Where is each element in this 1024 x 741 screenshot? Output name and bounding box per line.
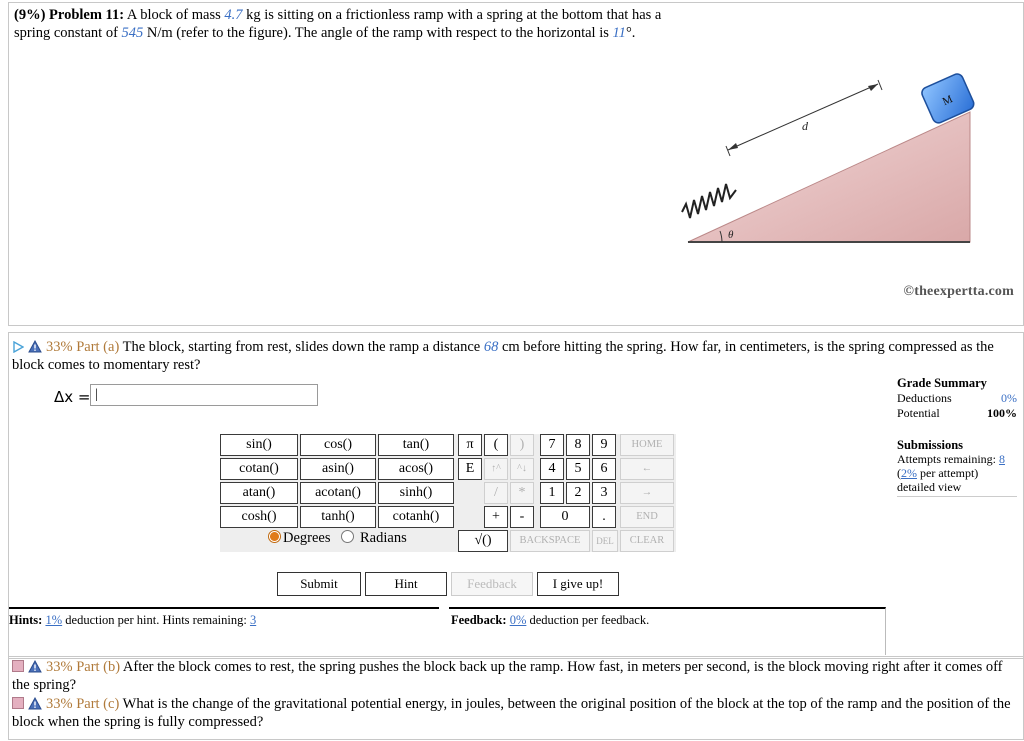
- end-button[interactable]: END: [620, 506, 674, 528]
- radians-label: Radians: [360, 530, 407, 546]
- angle-mode: [268, 530, 407, 547]
- hint-deduction: 1%: [45, 613, 63, 627]
- play-icon[interactable]: [12, 341, 24, 353]
- acos-button[interactable]: acos(): [378, 458, 454, 480]
- hints-label: Hints:: [9, 613, 43, 627]
- spring-constant-value: 545: [121, 25, 144, 41]
- part-c-question: 33% Part (c) What is the change of the gravitational potential energy, in joules, between the original position of the block at the top of the ramp and the position of the block when the spring is fully compressed?: [12, 696, 1011, 730]
- part-a-question: 33% Part (a) The block, starting from rest, slides down the ramp a distance 68 cm before hitting the spring. How far, in centimeters, is the spring compressed as the block comes to momentary rest?: [12, 339, 994, 373]
- part-b-label: 33% Part (b): [46, 659, 121, 675]
- distance-value: 68: [483, 339, 499, 355]
- ramp-figure: [670, 72, 990, 252]
- cos-button[interactable]: cos(): [300, 434, 376, 456]
- digit-5-button[interactable]: 5: [566, 458, 590, 480]
- pi-button[interactable]: π: [458, 434, 482, 456]
- potential-value: 100%: [987, 406, 1017, 420]
- digit-4-button[interactable]: 4: [540, 458, 564, 480]
- digit-6-button[interactable]: 6: [592, 458, 616, 480]
- angle-label: θ: [728, 229, 734, 241]
- part-c-label: 33% Part (c): [46, 696, 120, 712]
- keypad-spacer: [456, 506, 476, 528]
- digit-7-button[interactable]: 7: [540, 434, 564, 456]
- hint-button[interactable]: Hint: [365, 572, 447, 596]
- answer-label: Δx =: [54, 388, 91, 406]
- feedback-button[interactable]: Feedback: [451, 572, 533, 596]
- open-paren-button[interactable]: (: [484, 434, 508, 456]
- decimal-button[interactable]: .: [592, 506, 616, 528]
- copyright-text: ©theexpertta.com: [903, 284, 1014, 299]
- cotanh-button[interactable]: cotanh(): [378, 506, 454, 528]
- acotan-button[interactable]: acotan(): [300, 482, 376, 504]
- feedback-deduction: 0%: [509, 613, 527, 627]
- calculator-keypad: [220, 434, 676, 552]
- locked-part-icon: [12, 660, 24, 672]
- delete-button[interactable]: DEL: [592, 530, 618, 552]
- mass-value: 4.7: [224, 7, 243, 23]
- digit-8-button[interactable]: 8: [566, 434, 590, 456]
- close-paren-button[interactable]: ): [510, 434, 534, 456]
- digit-2-button[interactable]: 2: [566, 482, 590, 504]
- distance-label: d: [802, 119, 808, 133]
- problem-weight: (9%): [14, 7, 46, 23]
- problem-statement: (9%) Problem 11: A block of mass 4.7 kg is sitting on a frictionless ramp with a spring at the bottom that has a spring constant of 545 N/m (refer to the figure). The angle of the ramp with respect to the horizontal is 11°.: [14, 7, 662, 41]
- digit-1-button[interactable]: 1: [540, 482, 564, 504]
- home-button[interactable]: HOME: [620, 434, 674, 456]
- degrees-radio[interactable]: [268, 530, 281, 543]
- deductions-value: 0%: [1001, 391, 1017, 405]
- warning-icon: [28, 340, 42, 353]
- feedback-label: Feedback:: [451, 613, 507, 627]
- per-attempt-deduction: 2%: [901, 466, 917, 480]
- grade-summary-title: Grade Summary: [897, 376, 987, 390]
- tan-button[interactable]: tan(): [378, 434, 454, 456]
- block-label: M: [940, 93, 955, 109]
- give-up-button[interactable]: I give up!: [537, 572, 619, 596]
- e-button[interactable]: E: [458, 458, 482, 480]
- backspace-button[interactable]: BACKSPACE: [510, 530, 590, 552]
- submit-button[interactable]: Submit: [277, 572, 361, 596]
- sinh-button[interactable]: sinh(): [378, 482, 454, 504]
- ramp-shape: [688, 112, 970, 242]
- locked-part-icon: [12, 697, 24, 709]
- warning-icon: [28, 697, 42, 710]
- problem-label: Problem 11:: [49, 7, 125, 23]
- asin-button[interactable]: asin(): [300, 458, 376, 480]
- plus-button[interactable]: +: [484, 506, 508, 528]
- digit-0-button[interactable]: 0: [540, 506, 590, 528]
- atan-button[interactable]: atan(): [220, 482, 298, 504]
- caret-up-button[interactable]: ↑^: [484, 458, 508, 480]
- sqrt-button[interactable]: √(): [458, 530, 508, 552]
- part-b-question: 33% Part (b) After the block comes to rest, the spring pushes the block back up the ramp. How fast, in meters per second, is the block moving right after it comes off the spring?: [12, 659, 1003, 693]
- minus-button[interactable]: -: [510, 506, 534, 528]
- cotan-button[interactable]: cotan(): [220, 458, 298, 480]
- clear-button[interactable]: CLEAR: [620, 530, 674, 552]
- digit-9-button[interactable]: 9: [592, 434, 616, 456]
- part-a-label: 33% Part (a): [46, 339, 120, 355]
- radians-radio[interactable]: [341, 530, 354, 543]
- submissions-title: Submissions: [897, 438, 964, 452]
- submissions-panel: Submissions Attempts remaining: 8 (2% per attempt) detailed view: [897, 438, 1017, 497]
- degrees-label: Degrees: [283, 530, 331, 546]
- spring-shape: [682, 184, 736, 218]
- tanh-button[interactable]: tanh(): [300, 506, 376, 528]
- grade-summary: Grade Summary Deductions 0% Potential 100%: [897, 376, 1017, 420]
- digit-3-button[interactable]: 3: [592, 482, 616, 504]
- detailed-view-link[interactable]: detailed view: [897, 480, 1017, 497]
- warning-icon: [28, 660, 42, 673]
- attempts-remaining: 8: [998, 452, 1005, 466]
- distance-arrow: [728, 84, 878, 150]
- cosh-button[interactable]: cosh(): [220, 506, 298, 528]
- sin-button[interactable]: sin(): [220, 434, 298, 456]
- answer-input[interactable]: |: [90, 384, 318, 406]
- divide-button[interactable]: /: [484, 482, 508, 504]
- multiply-button[interactable]: *: [510, 482, 534, 504]
- caret-down-button[interactable]: ^↓: [510, 458, 534, 480]
- hints-panel: Hints: 1% deduction per hint. Hints remaining: 3: [9, 607, 439, 655]
- hints-remaining: 3: [249, 613, 257, 627]
- feedback-panel: Feedback: 0% deduction per feedback.: [449, 607, 886, 655]
- back-arrow-button[interactable]: ←: [620, 458, 674, 480]
- angle-value: 11: [612, 25, 626, 41]
- forward-arrow-button[interactable]: →: [620, 482, 674, 504]
